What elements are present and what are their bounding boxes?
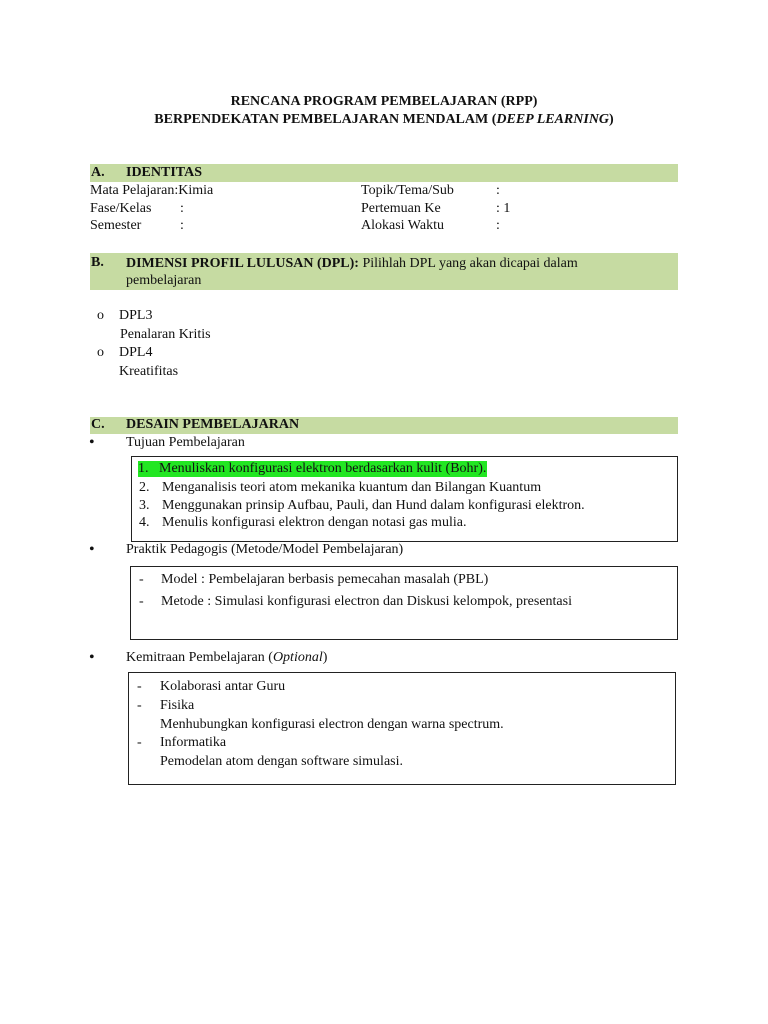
identity-label: Fase/Kelas (90, 201, 152, 216)
dash-icon: - (139, 594, 144, 609)
tujuan-box (131, 456, 678, 542)
kemitraan-detail: Menhubungkan konfigurasi electron dengan warna spectrum. (160, 717, 504, 732)
doc-title-line1: RENCANA PROGRAM PEMBELAJARAN (RPP) (230, 94, 538, 109)
dpl-code: DPL3 (119, 308, 153, 323)
identity-sep: : (496, 218, 500, 233)
identity-sep: : (180, 201, 184, 216)
section-a-heading: IDENTITAS (126, 165, 202, 180)
praktik-box (130, 566, 678, 640)
kemitraan-label-italic: Optional (272, 650, 323, 665)
praktik-item: Metode : Simulasi konfigurasi electron dan Diskusi kelompok, presentasi (161, 594, 572, 609)
section-a-letter: A. (91, 165, 105, 180)
section-c-heading: DESAIN PEMBELAJARAN (126, 417, 300, 432)
dash-icon: - (137, 698, 142, 713)
kemitraan-detail: Pemodelan atom dengan software simulasi. (160, 754, 403, 769)
identity-sep: : 1 (496, 201, 511, 216)
praktik-label: Praktik Pedagogis (Metode/Model Pembelajaran) (126, 542, 404, 557)
section-c-letter: C. (91, 417, 105, 432)
section-b-letter: B. (91, 255, 104, 270)
section-b-instruction: Pilihlah DPL yang akan dicapai dalam (358, 256, 578, 271)
doc-title-line2 (0, 112, 768, 128)
identity-sep: : (496, 183, 500, 198)
title-italic: DEEP LEARNING (496, 112, 610, 127)
tujuan-num: 1. (138, 461, 149, 476)
kemitraan-label-prefix: Kemitraan Pembelajaran ( (126, 650, 273, 665)
tujuan-text: Menuliskan konfigurasi elektron berdasarkan kulit (Bohr). (159, 461, 487, 476)
section-a-header (90, 164, 678, 182)
dash-icon: - (137, 679, 142, 694)
kemitraan-item: Informatika (160, 735, 227, 750)
tujuan-item-highlighted (138, 461, 487, 477)
identity-value: Kimia (178, 183, 214, 198)
identity-label: Semester (90, 218, 142, 233)
tujuan-num: 4. (139, 515, 150, 530)
identity-label: Alokasi Waktu (361, 218, 444, 233)
tujuan-num: 3. (139, 498, 150, 513)
section-c-header (90, 417, 678, 434)
section-b-heading (126, 255, 666, 289)
identity-label: Mata Pelajaran (90, 183, 175, 198)
identity-sep: : (180, 218, 184, 233)
dpl-code: DPL4 (119, 345, 153, 360)
bullet-dot-icon: • (89, 434, 95, 451)
tujuan-label: Tujuan Pembelajaran (126, 435, 245, 450)
kemitraan-label (126, 650, 327, 666)
tujuan-text: Menulis konfigurasi elektron dengan notasi gas mulia. (162, 515, 467, 530)
bullet-circle-icon: o (97, 345, 104, 360)
identity-label: Pertemuan Ke (361, 201, 441, 216)
section-b-title: DIMENSI PROFIL LULUSAN (DPL): (126, 256, 359, 271)
bullet-dot-icon: • (89, 541, 95, 558)
tujuan-text: Menggunakan prinsip Aufbau, Pauli, dan Hund dalam konfigurasi elektron. (162, 498, 585, 513)
title-prefix: BERPENDEKATAN PEMBELAJARAN MENDALAM ( (154, 112, 497, 127)
dpl-name: Penalaran Kritis (120, 327, 211, 342)
kemitraan-label-suffix: ) (322, 650, 328, 665)
identity-row-mapel (90, 183, 213, 199)
title-suffix: ) (609, 112, 614, 127)
dpl-name: Kreatifitas (119, 364, 179, 379)
identity-label: Topik/Tema/Sub (361, 183, 454, 198)
kemitraan-box (128, 672, 676, 785)
section-b-instruction-2: pembelajaran (126, 273, 202, 288)
bullet-dot-icon: • (89, 649, 95, 666)
tujuan-num: 2. (139, 480, 150, 495)
bullet-circle-icon: o (97, 308, 104, 323)
praktik-item: Model : Pembelajaran berbasis pemecahan masalah (PBL) (161, 572, 489, 587)
section-b-header (90, 253, 678, 290)
identity-sep: : (174, 183, 179, 198)
dash-icon: - (137, 735, 142, 750)
kemitraan-item: Kolaborasi antar Guru (160, 679, 286, 694)
kemitraan-item: Fisika (160, 698, 195, 713)
dash-icon: - (139, 572, 144, 587)
tujuan-text: Menganalisis teori atom mekanika kuantum dan Bilangan Kuantum (162, 480, 542, 495)
